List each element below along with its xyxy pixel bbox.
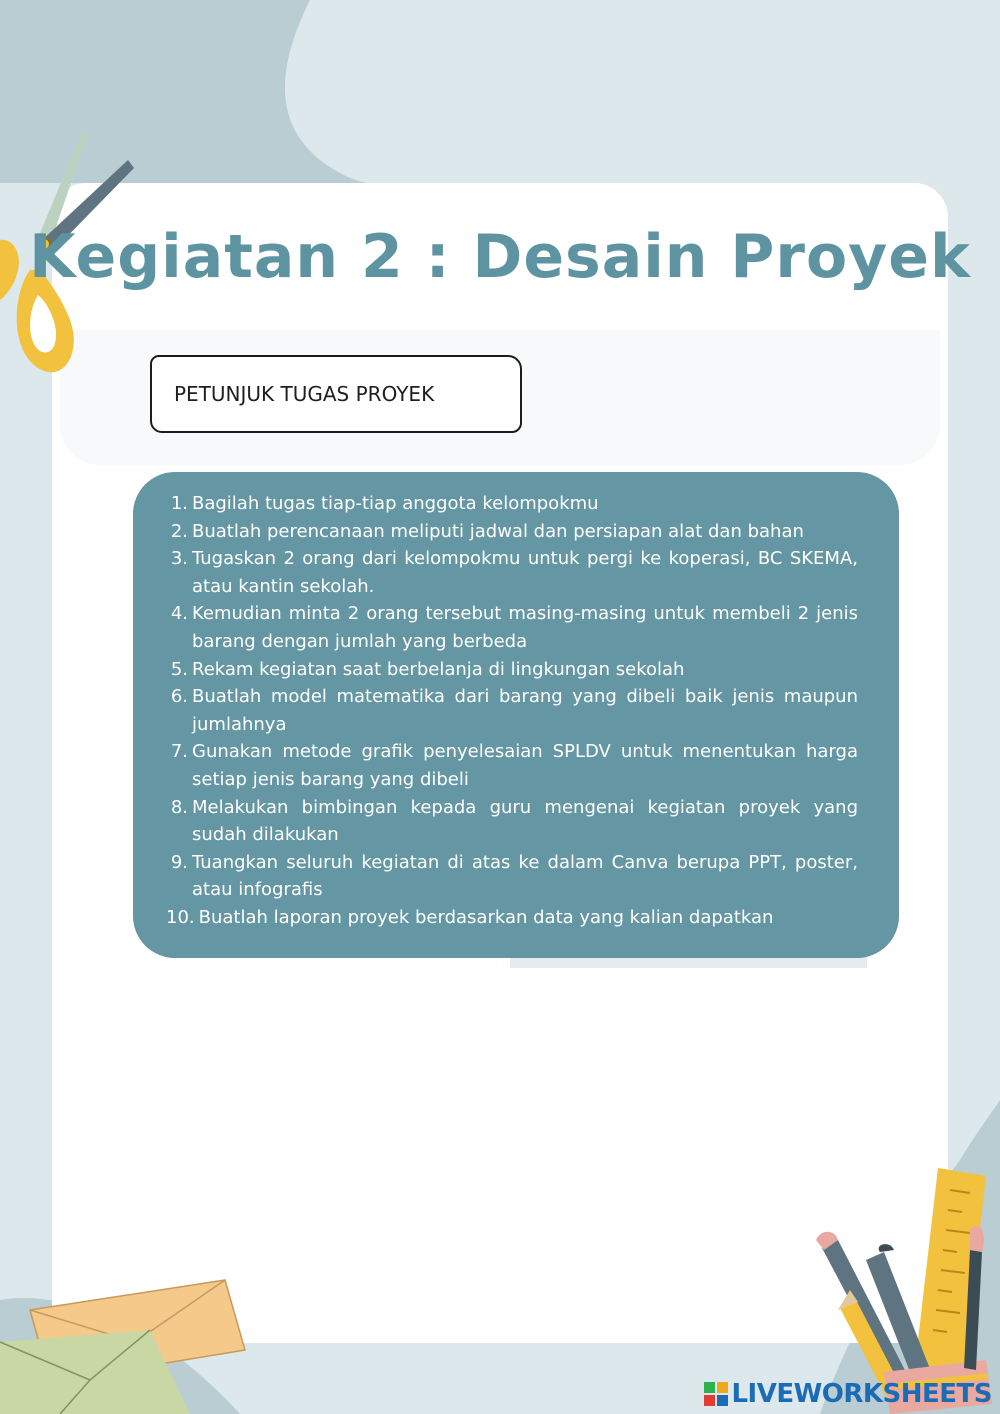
step-text: Tugaskan 2 orang dari kelompokmu untuk pergi ke koperasi, BC SKEMA, atau kantin sekolah. bbox=[192, 548, 858, 597]
step-number: 9. bbox=[170, 851, 188, 873]
step-number: 5. bbox=[170, 658, 188, 680]
step-number: 4. bbox=[170, 603, 188, 625]
step-number: 1. bbox=[170, 493, 188, 514]
step-text: Buatlah laporan proyek berdasarkan data yang kalian dapatkan bbox=[198, 906, 774, 928]
list-item bbox=[160, 490, 858, 518]
step-text: Buatlah model matematika dari barang yang dibeli baik jenis maupun jumlahnya bbox=[192, 686, 858, 735]
instructions-list bbox=[160, 490, 858, 932]
step-text: Kemudian minta 2 orang tersebut masing-masing untuk membeli 2 jenis barang dengan jumlah yang berbeda bbox=[192, 603, 858, 652]
step-number: 8. bbox=[170, 796, 188, 818]
step-number: 10. bbox=[166, 906, 195, 928]
step-text: Gunakan metode grafik penyelesaian SPLDV untuk menentukan harga setiap jenis barang yang dibeli bbox=[192, 741, 858, 790]
liveworksheets-logo-icon bbox=[704, 1382, 728, 1406]
list-item bbox=[160, 656, 858, 684]
watermark bbox=[704, 1379, 992, 1409]
watermark-text: LIVEWORKSHEETS bbox=[731, 1379, 992, 1409]
list-item bbox=[160, 849, 858, 904]
envelope-icon bbox=[0, 1270, 260, 1414]
list-item bbox=[160, 600, 858, 655]
step-text: Tuangkan seluruh kegiatan di atas ke dalam Canva berupa PPT, poster, atau infografis bbox=[192, 851, 858, 901]
list-item bbox=[160, 545, 858, 600]
list-item bbox=[160, 794, 858, 849]
step-text: Bagilah tugas tiap-tiap anggota kelompokmu bbox=[192, 493, 599, 514]
step-text: Melakukan bimbingan kepada guru mengenai kegiatan proyek yang sudah dilakukan bbox=[192, 796, 858, 846]
step-number: 7. bbox=[170, 741, 188, 763]
list-item bbox=[160, 518, 858, 546]
step-number: 2. bbox=[170, 520, 188, 542]
list-item bbox=[160, 683, 858, 738]
section-label: PETUNJUK TUGAS PROYEK bbox=[174, 382, 435, 406]
step-number: 3. bbox=[170, 548, 188, 570]
section-label-box bbox=[150, 355, 522, 433]
list-item bbox=[160, 904, 858, 932]
step-text: Rekam kegiatan saat berbelanja di lingkungan sekolah bbox=[192, 658, 685, 680]
page-title: Kegiatan 2 : Desain Proyek bbox=[29, 222, 971, 292]
stationery-decoration bbox=[810, 1160, 1000, 1414]
step-text: Buatlah perencanaan meliputi jadwal dan persiapan alat dan bahan bbox=[192, 520, 804, 542]
step-number: 6. bbox=[170, 686, 188, 708]
list-item bbox=[160, 738, 858, 793]
